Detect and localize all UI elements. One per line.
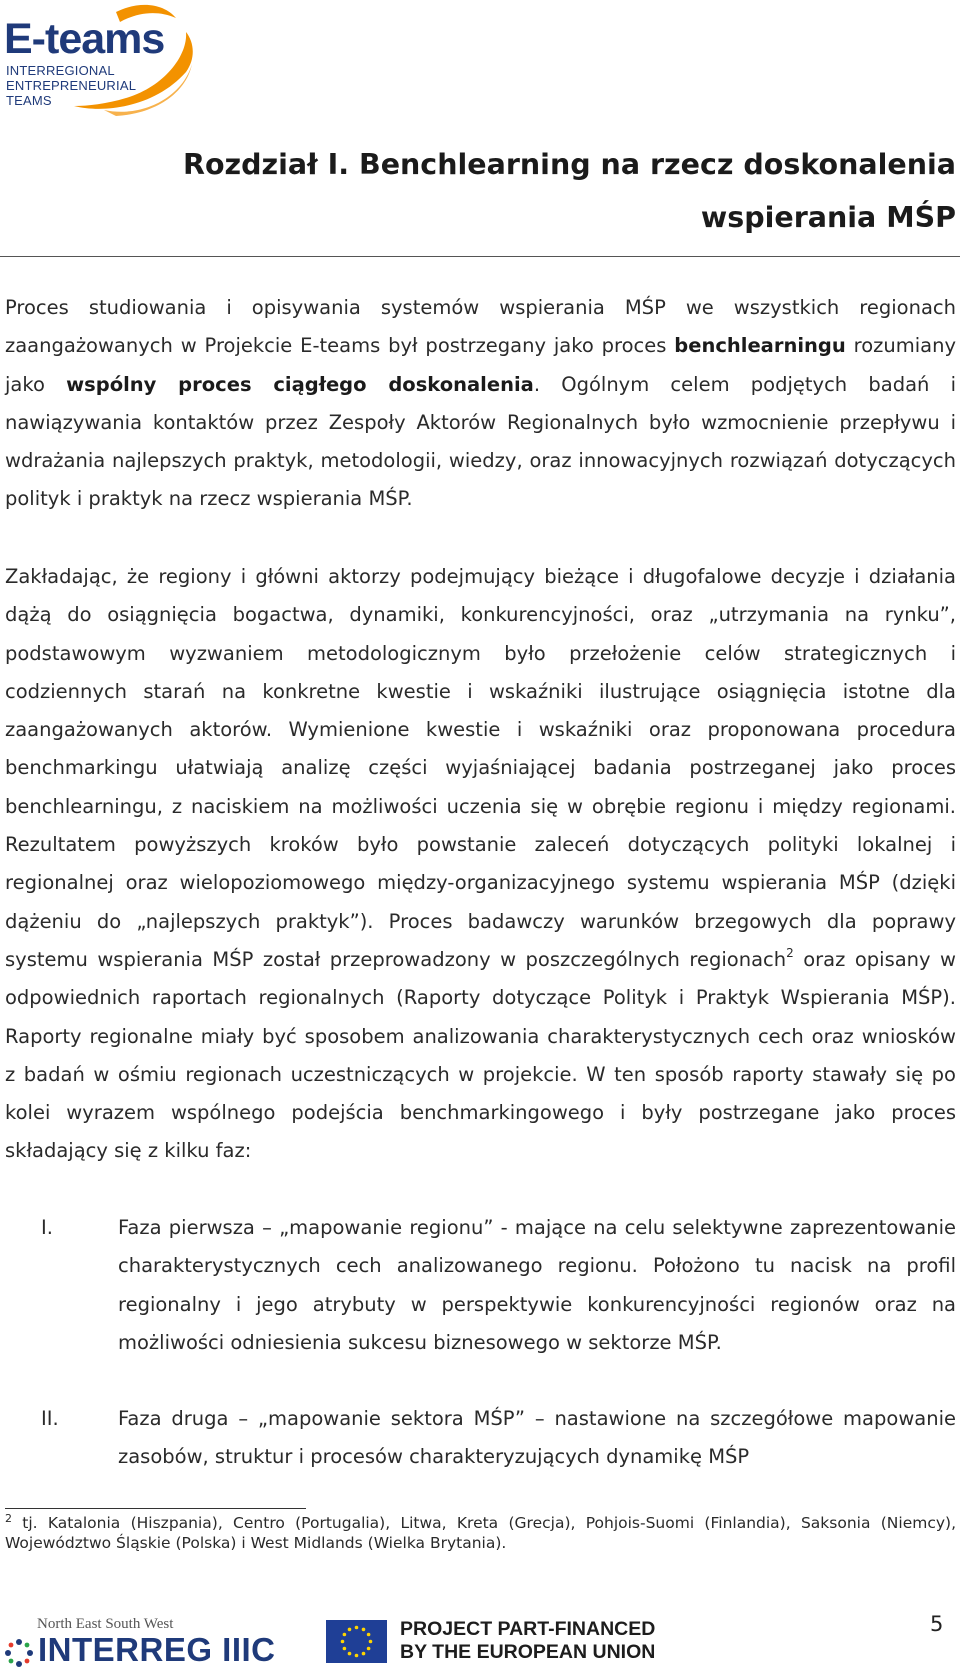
paragraph-1-text-c: . Ogólnym celem podjętych badań i nawiązywania kontaktów przez Zespoły Aktorów Regionalnych było wzmocnienie przepływu i wdrażania najlepszych praktyk, metodologii, wiedzy, oraz innowacyjnych rozwiązań dotyczących polityk i praktyk na rzecz wspierania MŚP. bbox=[5, 372, 957, 511]
eu-financing-line-2: BY THE EUROPEAN UNION bbox=[400, 1641, 656, 1663]
chapter-title-line-1: Rozdział I. Benchlearning na rzecz doskonalenia bbox=[183, 148, 956, 181]
list-item-number: II. bbox=[41, 1407, 59, 1430]
footnote-reference: 2 bbox=[786, 945, 794, 960]
interreg-star-icon bbox=[4, 1638, 34, 1668]
title-divider bbox=[0, 256, 960, 257]
logo-subline-2: ENTREPRENEURIAL bbox=[6, 78, 137, 93]
list-item-text: Faza druga – „mapowanie sektora MŚP” – nastawione na szczegółowe mapowanie zasobów, struktur i procesów charakteryzujących dynamikę MŚP bbox=[118, 1407, 956, 1469]
footnote-divider bbox=[5, 1508, 306, 1509]
chapter-title-line-2: wspierania MŚP bbox=[700, 201, 956, 234]
footnote-number: 2 bbox=[5, 1512, 12, 1525]
paragraph-1-text-a: Proces studiowania i opisywania systemów wspierania MŚP we wszystkich regionach zaangażowanych w Projekcie E-teams był postrzegany jako proces bbox=[5, 296, 956, 358]
eu-flag-icon bbox=[326, 1620, 387, 1663]
interreg-logo bbox=[4, 1616, 276, 1672]
paragraph-2-text-a: Zakładając, że regiony i główni aktorzy podejmujący bieżące i długofalowe decyzje i działania dążą do osiągnięcia bogactwa, dynamiki, konkurencyjności, oraz „utrzymania na rynku”, podstawowym wyzwaniem metodologicznym było przełożenie celów strategicznych i codziennych starań na konkretne kwestie i wskaźniki ilustrujące osiągnięcia istotne dla zaangażowanych aktorów. Wymienione kwestie i wskaźniki oraz proponowana procedura benchmarkingu ułatwiają analizę części wyjaśniającej badania postrzeganej jako proces benchlearningu, z naciskiem na możliwości uczenia się w obrębie regionu i między regionami. Rezultatem powyższych kroków było powstanie zaleceń dotyczących polityki lokalnej i regionalnej oraz wielopoziomowego między-organizacyjnego systemu wspierania MŚP (dzięki dążeniu do „najlepszych praktyk”). Proces badawczy warunków brzegowych dla poprawy systemu wspierania MŚP został przeprowadzony w poszczególnych regionach bbox=[5, 565, 956, 971]
footnote bbox=[5, 1513, 956, 1553]
paragraph-1-text-b: rozumiany jako bbox=[5, 334, 956, 396]
footnote-text: tj. Katalonia (Hiszpania), Centro (Portugalia), Litwa, Kreta (Grecja), Pohjois-Suomi (Finlandia), Saksonia (Niemcy), Województwo Śląskie (Polska) i West Midlands (Wielka Brytania). bbox=[5, 1514, 956, 1552]
page-number: 5 bbox=[930, 1612, 944, 1636]
interreg-wordmark: INTERREG IIIC bbox=[38, 1631, 276, 1668]
logo-subline-3: TEAMS bbox=[6, 93, 52, 108]
eu-financing-line-1: PROJECT PART-FINANCED bbox=[400, 1618, 656, 1640]
paragraph-2 bbox=[5, 558, 956, 1171]
logo-wordmark: E-teams bbox=[4, 15, 165, 63]
list-item-text: Faza pierwsza – „mapowanie regionu” - mające na celu selektywne zaprezentowanie charakterystycznych cech analizowanego regionu. Położono tu nacisk na profil regionalny i jego atrybuty w perspektywie konkurencyjności regionów oraz na możliwości odniesienia sukcesu biznesowego w sektorze MŚP. bbox=[118, 1216, 956, 1354]
paragraph-1-bold-a: benchlearningu bbox=[674, 334, 846, 358]
paragraph-1 bbox=[5, 289, 956, 519]
interreg-tagline: North East South West bbox=[37, 1616, 174, 1632]
e-teams-logo bbox=[2, 2, 192, 120]
paragraph-1-bold-b: wspólny proces ciągłego doskonalenia bbox=[66, 372, 534, 396]
list-item-number: I. bbox=[41, 1216, 53, 1239]
logo-subline-1: INTERREGIONAL bbox=[6, 63, 115, 78]
paragraph-2-text-b: oraz opisany w odpowiednich raportach regionalnych (Raporty dotyczące Polityk i Praktyk Wspierania MŚP). Raporty regionalne miały być sposobem analizowania charakterystycznych cech oraz wniosków z badań w ośmiu regionach uczestniczących w projekcie. W ten sposób raporty stawały się po kolei wyrazem wspólnego podejścia benchmarkingowego i były postrzegane jako proces składający się z kilku faz: bbox=[5, 947, 956, 1163]
